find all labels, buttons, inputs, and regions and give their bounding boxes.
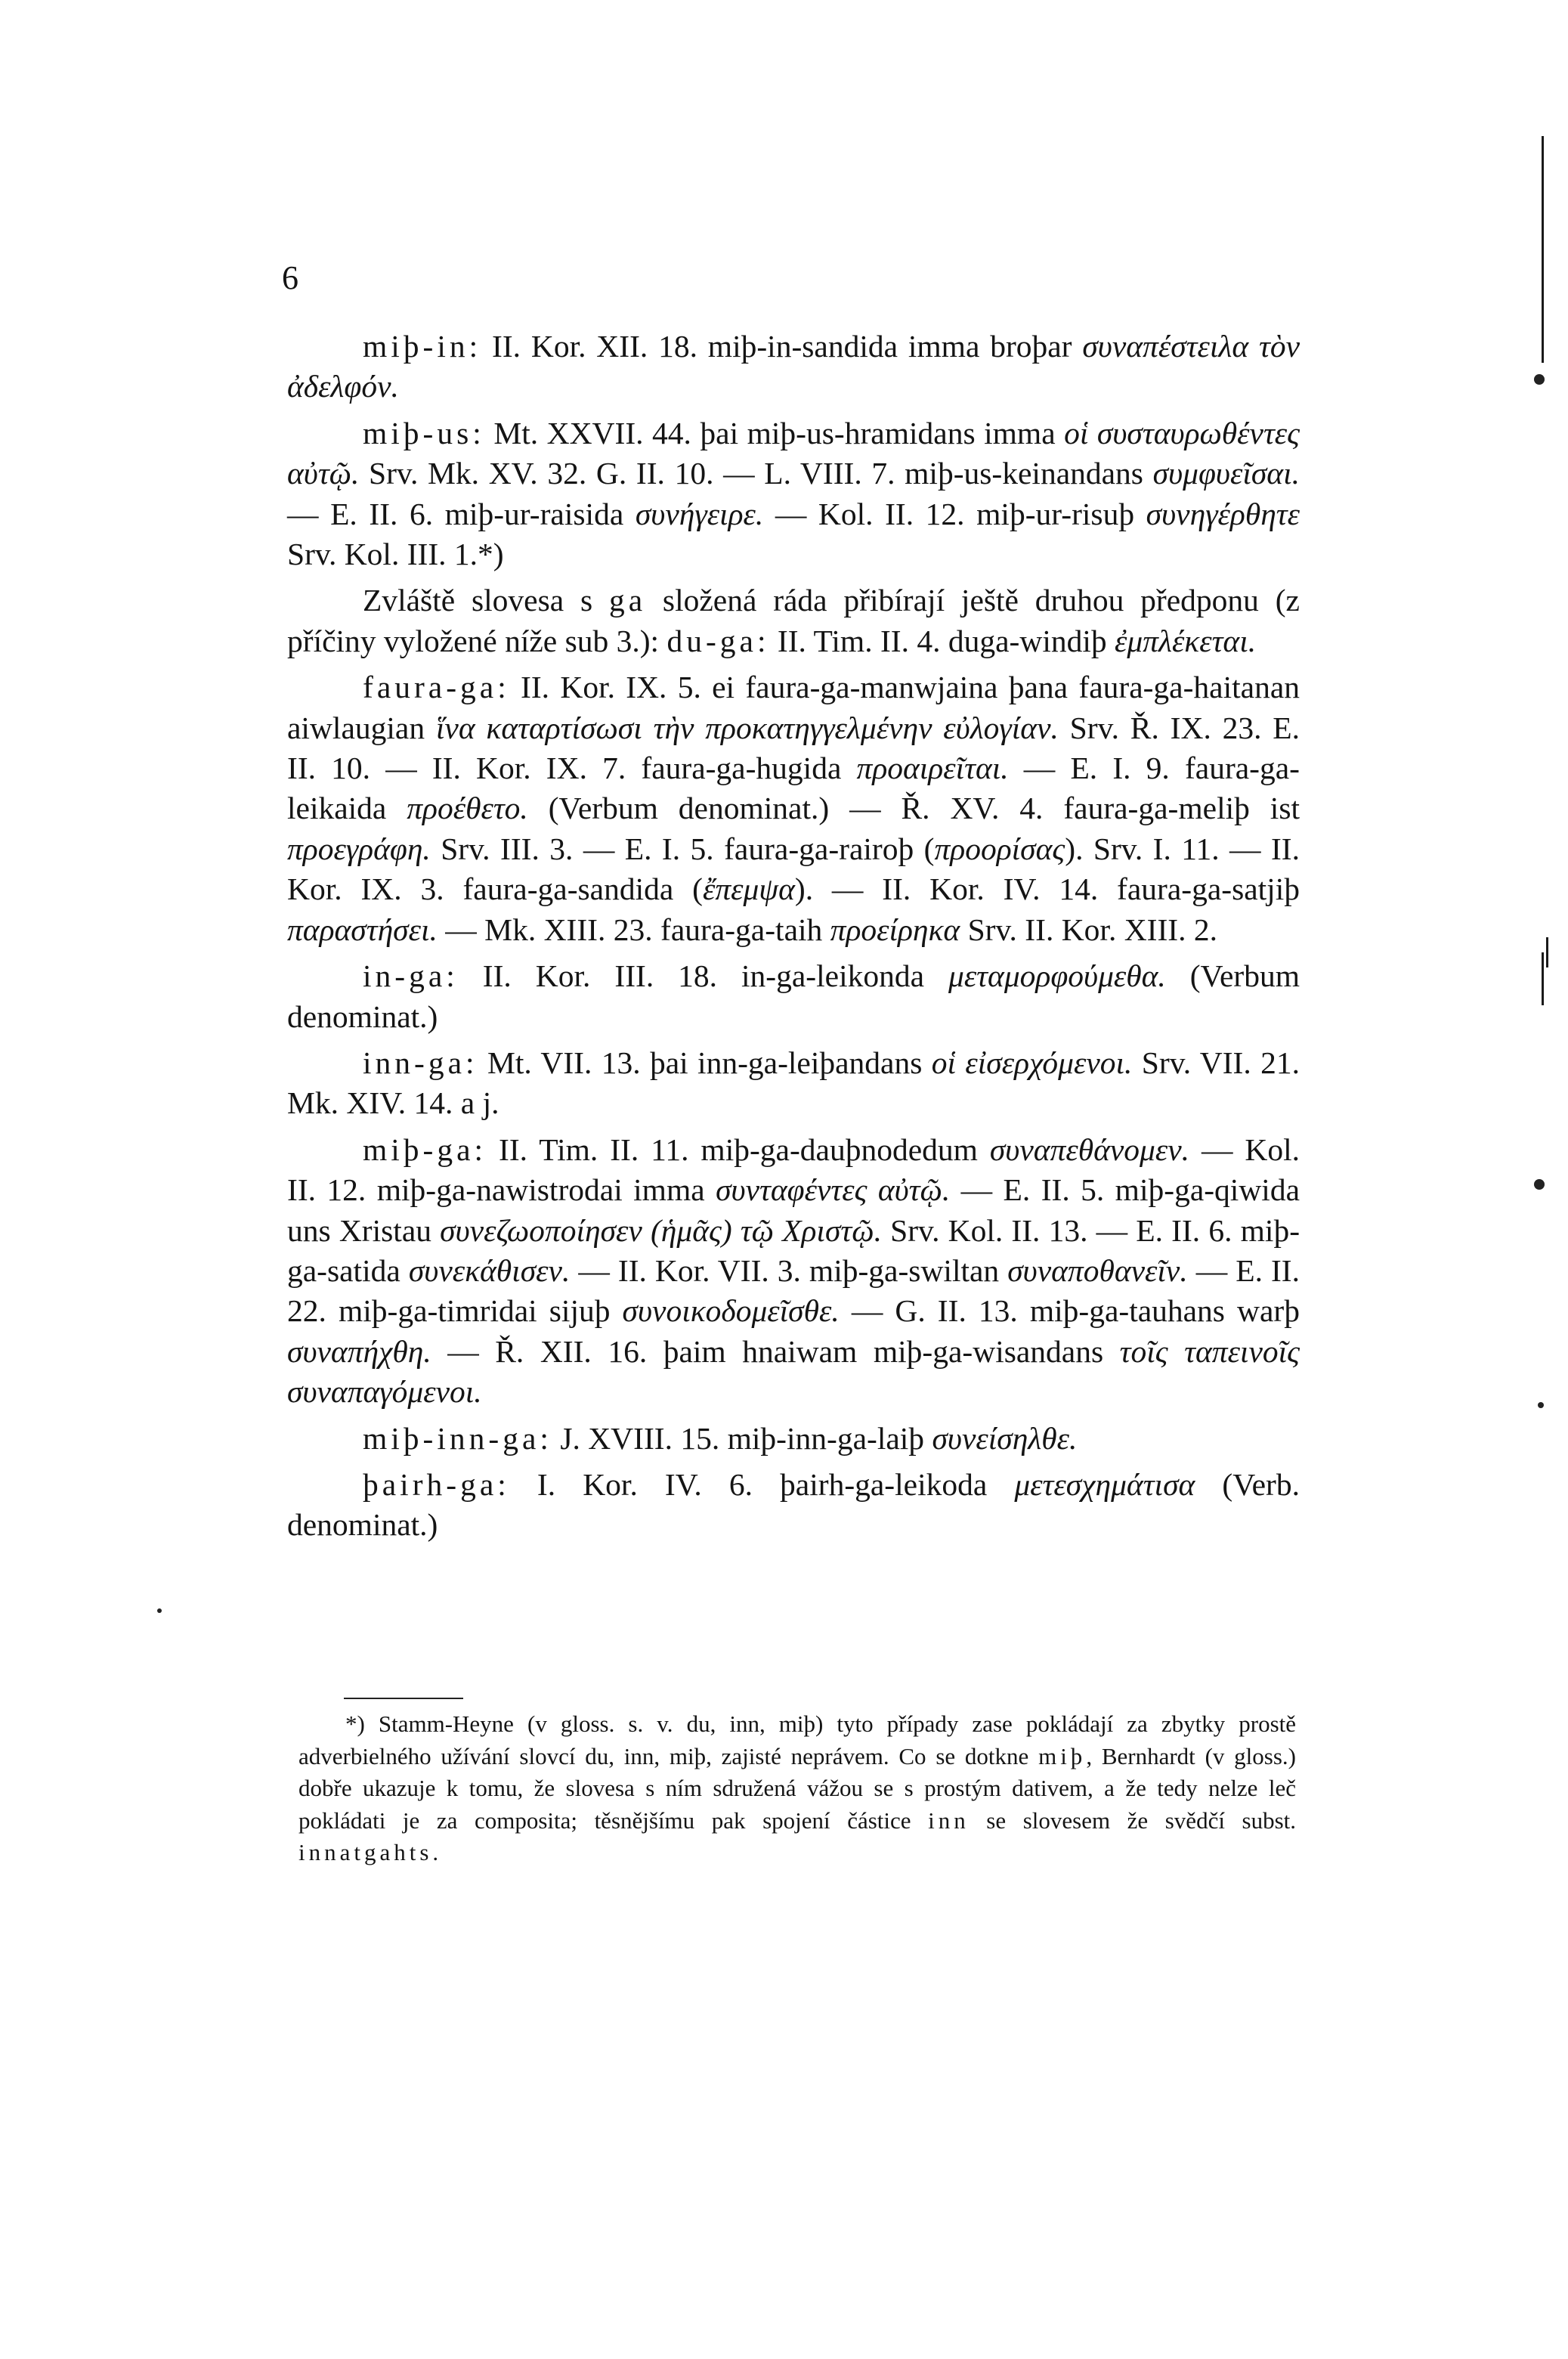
entry-text: ). — II. Kor. IV. 14. faura-ga-satjiþ: [794, 871, 1300, 907]
entry-text: (Verbum denominat.) — Ř. XV. 4. faura-ga-meliþ ist: [527, 791, 1300, 826]
entry-text: — Kol. II. 12. miþ-ga-nawistrodai imma: [287, 1132, 1300, 1208]
greek-text: συνοικοδομεῖσθε.: [622, 1293, 840, 1329]
entry-text: Srv. Mk. XV. 32. G. II. 10. — L. VIII. 7. miþ-us-keinandans: [359, 456, 1153, 491]
entry-keyword: miþ-ga:: [363, 1132, 487, 1167]
entry-text: Zvláště slovesa s: [363, 583, 609, 618]
footnote-keyword: innatgahts: [298, 1839, 433, 1865]
scan-speck: [1534, 1179, 1545, 1190]
entry-text: ). Srv. I. 11. — II. Kor. IX. 3. faura-ga-sandida (: [287, 831, 1300, 907]
entry-keyword: miþ-us:: [363, 415, 485, 450]
entry-keyword: miþ-in:: [363, 329, 482, 364]
scan-edge-mark: [1542, 136, 1544, 363]
greek-text: συναπεθάνομεν.: [989, 1132, 1190, 1167]
greek-text: προέθετο.: [407, 791, 528, 826]
greek-text: οἱ εἰσερχόμενοι.: [931, 1045, 1133, 1080]
entry-inn-ga: [287, 1043, 1300, 1124]
entry-text: — G. II. 13. miþ-ga-tauhans warþ: [839, 1293, 1300, 1329]
entry-text: Mt. XXVII. 44. þai miþ-us-hramidans imma: [484, 415, 1065, 450]
greek-text: συναποθανεῖν.: [1007, 1252, 1188, 1288]
entry-text: Srv. VII. 21. Mk. XIV. 14. a j.: [287, 1045, 1300, 1121]
page-number: 6: [282, 259, 298, 296]
greek-text: προορίσας: [934, 831, 1065, 866]
entry-text: (Verbum denominat.): [287, 958, 1300, 1034]
entry-text: Mt. VII. 13. þai inn-ga-leiþandans: [478, 1045, 932, 1080]
footnote-keyword: inn: [928, 1806, 970, 1834]
scan-edge-mark: [1546, 937, 1548, 967]
entry-keyword: ga: [608, 583, 647, 618]
greek-text: συνεκάθισεν.: [408, 1252, 571, 1288]
greek-text: ἐμπλέκεται.: [1115, 623, 1257, 658]
entry-text: Srv. III. 3. — E. I. 5. faura-ga-rairoþ (: [430, 831, 935, 866]
entry-text: složená ráda přibírají ještě druhou předponu (z příčiny vyložené níže sub 3.):: [287, 583, 1300, 658]
greek-text: μετεσχημάτισα: [1014, 1466, 1195, 1502]
greek-text: παραστήσει.: [287, 912, 438, 947]
entry-keyword: faura-ga:: [363, 670, 510, 705]
greek-text: συνείσηλθε.: [932, 1420, 1078, 1456]
scan-edge-mark: [1542, 952, 1544, 1005]
greek-text: συναπέστειλα τὸν ἀδελφόν.: [287, 329, 1300, 404]
greek-text: μεταμορφούμεθα.: [948, 958, 1166, 994]
scan-speck: [1538, 1402, 1544, 1408]
greek-text: συνταφέντες αὐτῷ.: [716, 1172, 951, 1208]
entry-text: II. Kor. III. 18. in-ga-leikonda: [458, 958, 948, 994]
greek-text: ἔπεμψα: [702, 871, 795, 907]
entry-text: (Verb. denominat.): [287, 1466, 1300, 1543]
entry-keyword: þairh-ga:: [363, 1466, 510, 1502]
greek-text: οἱ συσταυρωθέντες αὐτῷ.: [287, 415, 1300, 491]
paragraph-ga-prefix: [287, 580, 1300, 661]
greek-text: συνεζωοποίησεν (ἡμᾶς) τῷ Χριστῷ.: [440, 1212, 882, 1248]
entry-keyword: inn-ga:: [363, 1045, 478, 1080]
footnote-text: [298, 1708, 1296, 1869]
entry-keyword: in-ga:: [363, 958, 459, 994]
entry-mith-ga: [287, 1130, 1300, 1413]
entry-keyword: du-ga:: [666, 623, 770, 658]
entry-text: II. Kor. IX. 5. ei faura-ga-manwjaina þana faura-ga-haitanan aiwlaugian: [287, 670, 1300, 745]
footnote-divider: [344, 1698, 463, 1699]
greek-text: προαιρεῖται.: [856, 751, 1009, 786]
entry-text: Srv. Kol. II. 13. — E. II. 6. miþ-ga-satida: [287, 1212, 1300, 1288]
footnote: [298, 1708, 1296, 1869]
greek-text: συνήγειρε.: [635, 496, 764, 531]
entry-text: J. XVIII. 15. miþ-inn-ga-laiþ: [552, 1420, 932, 1456]
greek-text: συμφυεῖσαι.: [1152, 456, 1300, 491]
entry-text: — E. II. 5. miþ-ga-qiwida uns Xristau: [287, 1172, 1300, 1248]
footnote-segment: , Bernhardt (v gloss.) dobře ukazuje k tomu, že slovesa s ním sdružená vážou se s prostým dativem, a že tedy nelze leč pokládati je za composita; těsnějšímu pak spojení částice: [298, 1742, 1296, 1834]
greek-text: τοῖς ταπεινοῖς συναπαγόμενοι.: [287, 1333, 1300, 1410]
greek-text: συνηγέρθητε: [1146, 496, 1300, 531]
entry-faura-ga: [287, 667, 1300, 950]
entry-text: II. Tim. II. 4. duga-windiþ: [769, 623, 1115, 658]
entry-mith-us: [287, 413, 1300, 575]
entry-text: — E. II. 6. miþ-ur-raisida: [287, 496, 636, 531]
entry-text: Srv. Kol. III. 1.*): [287, 537, 504, 572]
entry-text: Srv. II. Kor. XIII. 2.: [960, 912, 1217, 947]
entry-text: — II. Kor. VII. 3. miþ-ga-swiltan: [570, 1252, 1008, 1288]
entry-mith-inn-ga: [287, 1419, 1300, 1459]
entry-keyword: miþ-inn-ga:: [363, 1420, 552, 1456]
footnote-segment: .: [432, 1839, 439, 1865]
entry-text: — E. II. 22. miþ-ga-timridai sijuþ: [287, 1252, 1300, 1329]
footnote-segment: *) Stamm-Heyne (v gloss. s. v. du, inn, miþ) tyto případy zase pokládají za zbytky prostě adverbielného užívání slovcí du, inn, miþ, zajisté neprávem. Co se dotkne: [298, 1710, 1296, 1769]
entry-mith-in: [287, 327, 1300, 407]
greek-text: συναπήχθη.: [287, 1333, 431, 1369]
entry-text: II. Tim. II. 11. miþ-ga-dauþnodedum: [487, 1132, 990, 1167]
entry-text: — E. I. 9. faura-ga-leikaida: [287, 751, 1300, 826]
greek-text: προεγράφη.: [287, 831, 431, 866]
scan-speck: [1534, 374, 1545, 385]
entry-text: — Mk. XIII. 23. faura-ga-taih: [437, 912, 830, 947]
greek-text: ἵνα καταρτίσωσι τὴν προκατηγγελμένην εὐλογίαν.: [435, 710, 1059, 745]
footnote-keyword: miþ: [1038, 1742, 1087, 1769]
entry-text: — Kol. II. 12. miþ-ur-risuþ: [763, 496, 1146, 531]
greek-text: προείρηκα: [830, 912, 960, 947]
entry-text: II. Kor. XII. 18. miþ-in-sandida imma broþar: [481, 329, 1083, 364]
footnote-segment: se slovesem že svědčí subst.: [969, 1806, 1297, 1834]
main-text: [287, 327, 1300, 1546]
entry-in-ga: [287, 956, 1300, 1037]
entry-text: Srv. Ř. IX. 23. E. II. 10. — II. Kor. IX. 7. faura-ga-hugida: [287, 710, 1300, 786]
entry-text: I. Kor. IV. 6. þairh-ga-leikoda: [509, 1466, 1015, 1502]
entry-text: — Ř. XII. 16. þaim hnaiwam miþ-ga-wisandans: [431, 1333, 1120, 1369]
entry-thairh-ga: [287, 1465, 1300, 1546]
scan-speck: [157, 1608, 162, 1613]
